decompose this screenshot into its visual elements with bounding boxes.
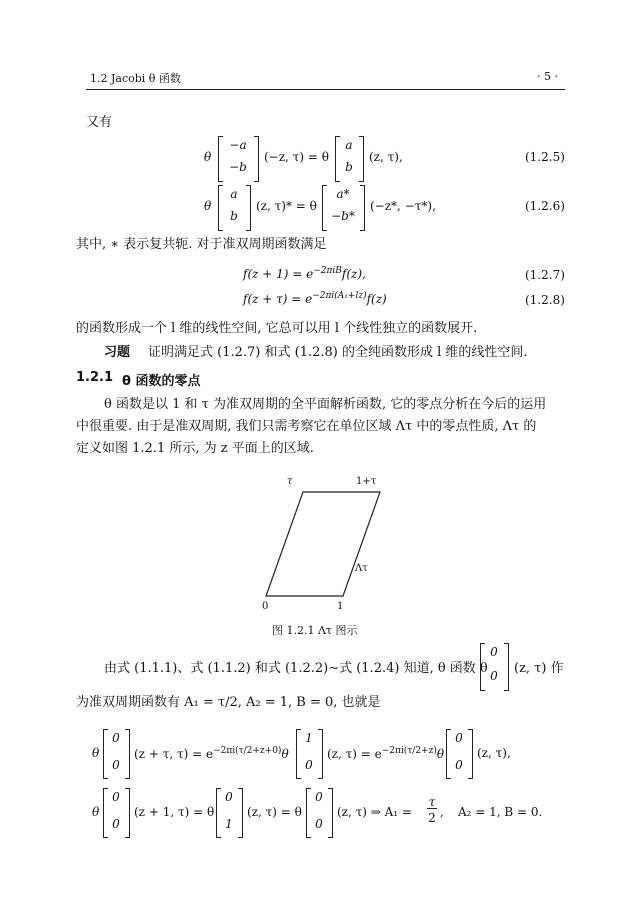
exercise-label: 习题	[104, 345, 131, 360]
theta-symbol: θ	[92, 746, 100, 760]
eq-number: (1.2.8)	[525, 293, 565, 307]
matrix-bracket	[318, 729, 323, 779]
page-number: · 5 ·	[537, 70, 558, 83]
eq-b-part3: (z, τ) ⇒ A₁ =	[337, 805, 412, 819]
matrix-cell: 0	[112, 758, 120, 772]
matrix-bracket	[254, 136, 259, 182]
eq-b-part2: (z, τ) = θ	[247, 805, 302, 819]
paragraph-line-tail: (z, τ) 作	[514, 661, 564, 676]
eq-a-part2	[327, 746, 444, 761]
matrix-cell: a*	[336, 187, 350, 201]
running-header-left: 1.2 Jacobi θ 函数	[90, 72, 181, 85]
fraction-numerator: τ	[428, 795, 436, 809]
matrix-bracket	[504, 643, 509, 691]
paragraph-line: 中很重要. 由于是准双周期, 我们只需考察它在单位区域 Λτ 中的零点性质, Λτ 的	[76, 419, 537, 434]
eq-1-2-8-lhs: f(z + τ) = e	[243, 292, 313, 306]
matrix-cell: 0	[490, 669, 498, 683]
theta-symbol: θ	[436, 747, 445, 761]
eq-a-text: (z + τ, τ) = e	[134, 747, 214, 761]
eq-1-2-8-exp: −2πi(A₁+lz)	[312, 291, 367, 301]
text-youyou: 又有	[86, 115, 113, 130]
theta-symbol: θ	[92, 805, 100, 819]
eq-1-2-5-mid: (−z, τ) = θ	[264, 150, 329, 164]
fig-label-lambda: Λτ	[355, 563, 368, 574]
eq-1-2-8-tail: f(z)	[366, 292, 387, 306]
matrix-bracket	[238, 788, 243, 838]
matrix-cell: 0	[305, 758, 313, 772]
matrix-cell: 1	[225, 817, 233, 831]
matrix-cell: 0	[112, 817, 120, 831]
figure-caption: 图 1.2.1 Λτ 图示	[272, 624, 358, 637]
eq-number: (1.2.6)	[525, 199, 565, 213]
eq-1-2-7-lhs: f(z + 1) = e	[243, 267, 314, 281]
fig-label-1-plus-tau: 1+τ	[356, 476, 377, 487]
matrix-cell: 1	[305, 731, 313, 745]
theta-symbol: θ	[204, 150, 212, 164]
matrix-cell: 0	[315, 817, 323, 831]
matrix-bracket	[246, 185, 251, 231]
paragraph-line: θ 函数是以 1 和 τ 为准双周期的全平面解析函数, 它的零点分析在今后的运用	[104, 397, 547, 412]
header-rule	[86, 89, 565, 90]
section-number: 1.2.1	[76, 370, 114, 385]
fig-label-1: 1	[337, 601, 344, 612]
matrix-bracket	[125, 729, 130, 779]
matrix-cell: 0	[225, 790, 233, 804]
matrix-cell: a	[345, 138, 353, 152]
theta-symbol: θ	[204, 199, 212, 213]
paragraph: 其中, ∗ 表示复共轭. 对于准双周期函数满足	[76, 237, 327, 252]
eq-a-text: (z, τ) = e	[327, 747, 382, 761]
eq-1-2-7-tail: f(z),	[341, 267, 366, 281]
eq-1-2-7	[243, 266, 366, 281]
paragraph-line: 为准双周期函数有 A₁ = τ/2, A₂ = 1, B = 0, 也就是	[76, 695, 381, 710]
eq-a-exp: −2πi(τ/2+z)	[381, 746, 437, 756]
eq-1-2-6-rhs: (−z*, −τ*),	[370, 199, 436, 213]
eq-1-2-7-exp: −2πiB	[313, 266, 342, 276]
eq-b-part1: (z + 1, τ) = θ	[134, 805, 215, 819]
eq-a-part1	[134, 746, 289, 761]
matrix-cell: −a	[229, 138, 247, 152]
matrix-bracket	[359, 136, 364, 182]
matrix-bracket	[468, 729, 473, 779]
fraction-denominator: 2	[428, 811, 436, 825]
matrix-cell: −b	[229, 160, 247, 174]
parallelogram-figure	[250, 470, 400, 620]
matrix-bracket	[328, 788, 333, 838]
paragraph-line: 由式 (1.1.1)、式 (1.1.2) 和式 (1.2.2)∼式 (1.2.4) 知道, θ 函数 θ	[104, 661, 488, 676]
matrix-cell: 0	[112, 790, 120, 804]
matrix-cell: b	[345, 160, 353, 174]
matrix-bracket	[125, 788, 130, 838]
comma: ,	[440, 805, 444, 819]
fig-label-tau: τ	[287, 476, 293, 487]
paragraph-line: 定义如图 1.2.1 所示, 为 z 平面上的区域.	[76, 441, 314, 456]
eq-1-2-6-mid: (z, τ)* = θ	[256, 199, 317, 213]
eq-a-part3: (z, τ),	[477, 746, 511, 760]
eq-number: (1.2.7)	[525, 268, 565, 282]
matrix-cell: 0	[315, 790, 323, 804]
matrix-cell: 0	[455, 758, 463, 772]
exercise-text: 证明满足式 (1.2.7) 和式 (1.2.8) 的全纯函数形成 l 维的线性空间.	[148, 345, 528, 360]
eq-b-part4: A₂ = 1, B = 0.	[458, 805, 543, 819]
section-title: θ 函数的零点	[122, 374, 201, 389]
fig-label-0: 0	[262, 601, 269, 612]
matrix-cell: 0	[490, 645, 498, 659]
eq-a-exp: −2πi(τ/2+z+0)	[213, 746, 282, 756]
unit-cell-parallelogram	[266, 492, 380, 596]
eq-1-2-8	[243, 291, 387, 306]
paragraph: 的函数形成一个 l 维的线性空间, 它总可以用 l 个线性独立的函数展开.	[76, 321, 478, 336]
theta-symbol: θ	[281, 747, 289, 761]
matrix-cell: 0	[112, 731, 120, 745]
matrix-cell: b	[230, 209, 238, 223]
matrix-cell: a	[230, 187, 238, 201]
matrix-bracket	[360, 185, 365, 231]
eq-1-2-5-rhs: (z, τ),	[369, 150, 403, 164]
eq-number: (1.2.5)	[525, 150, 565, 164]
matrix-cell: 0	[455, 731, 463, 745]
matrix-cell: −b*	[331, 209, 355, 223]
